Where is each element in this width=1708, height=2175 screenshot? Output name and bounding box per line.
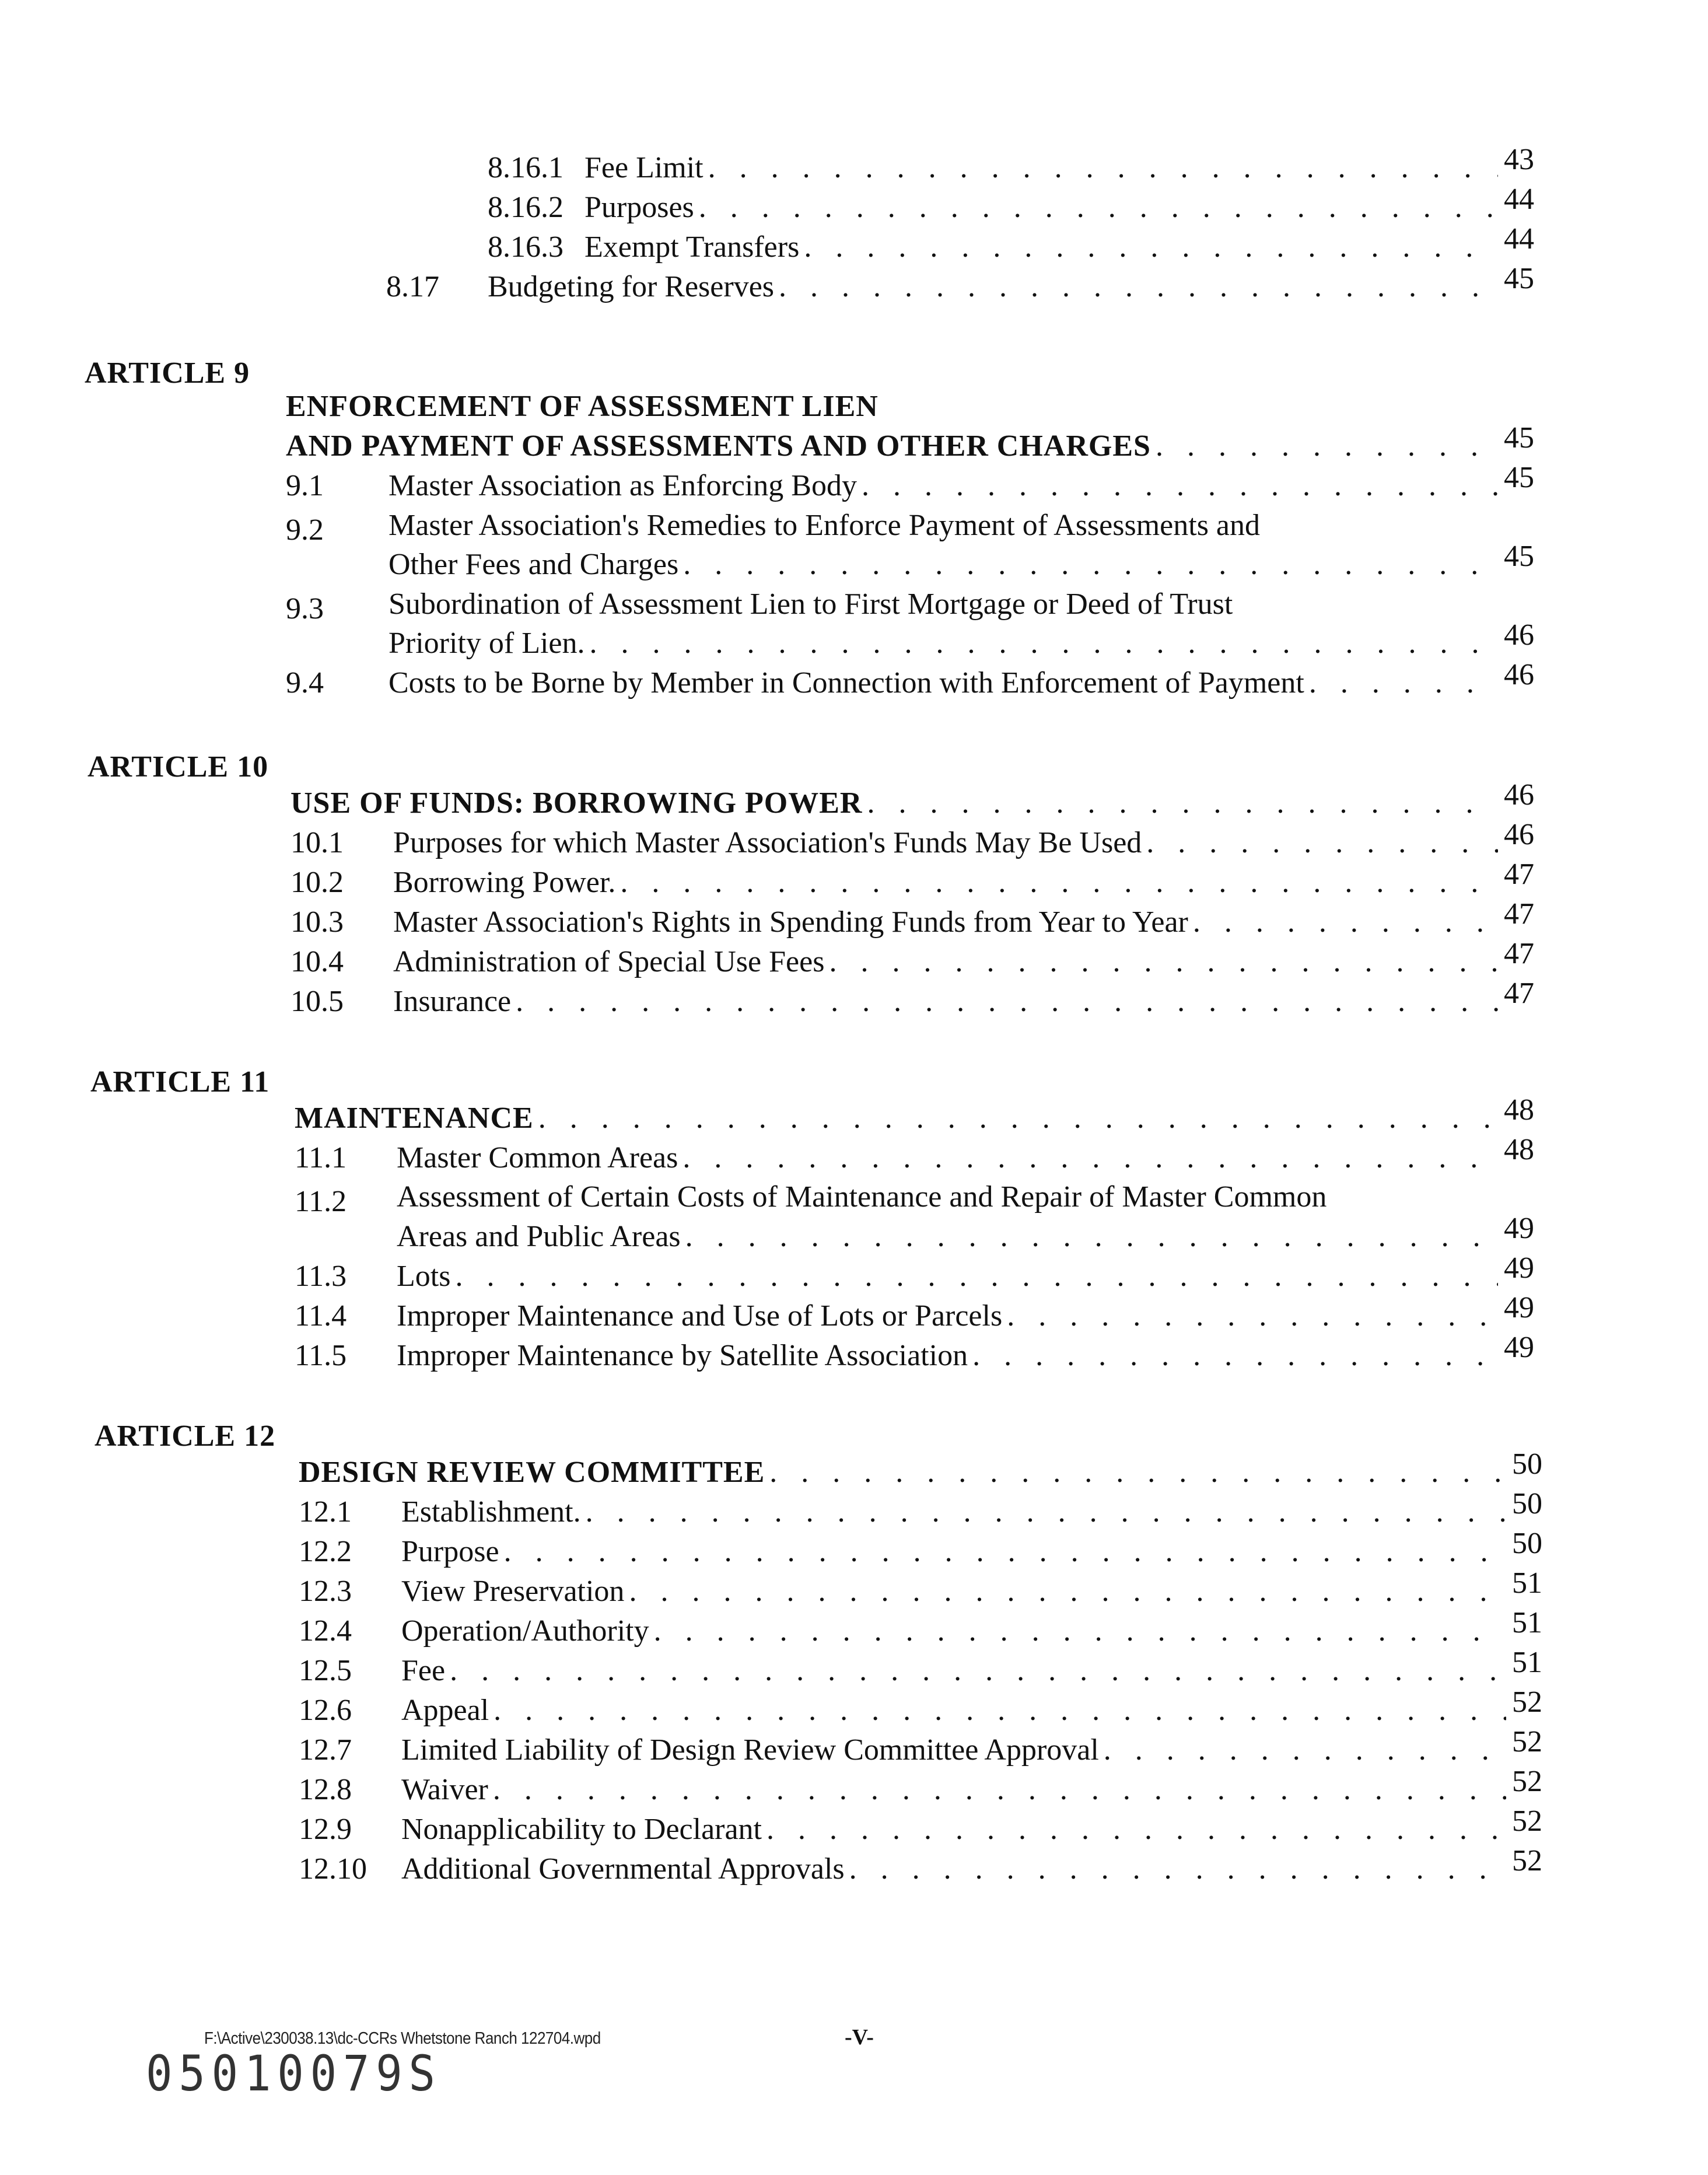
article-label: ARTICLE 10 [88,750,269,784]
section-number: 10.3 [290,905,344,939]
section-number: 9.3 [286,592,324,625]
section-number: 9.1 [286,469,324,502]
toc-entry [0,508,1708,547]
section-number: 11.3 [295,1260,347,1293]
section-number: 8.16.2 [488,191,564,224]
page-number: 45 [1504,262,1534,295]
section-number: 8.17 [386,270,439,303]
section-number: 10.2 [290,866,344,899]
section-title: Priority of Lien. [388,627,585,660]
page-number: 44 [1504,222,1534,256]
section-title: Lots [397,1260,451,1293]
toc-entry [0,222,1708,265]
section-number: 11.1 [295,1141,347,1174]
page-number: 45 [1504,540,1534,573]
section-number: 11.5 [295,1339,347,1372]
section-number: 12.8 [299,1773,352,1806]
article-label: ARTICLE 11 [90,1065,270,1099]
page-number: 47 [1504,977,1534,1010]
article-label: ARTICLE 9 [85,356,250,390]
section-title: Waiver [401,1773,488,1806]
section-title: Subordination of Assessment Lien to First Mortgage or Deed of Trust [388,588,1233,621]
section-title: Appeal [401,1694,489,1727]
toc-entry [0,1487,1708,1530]
page-number: 49 [1504,1331,1534,1364]
toc-entry [0,1291,1708,1334]
page-number: 45 [1504,421,1534,454]
page-number: 51 [1512,1606,1542,1639]
article-heading: MAINTENANCE [295,1102,534,1135]
toc-entry [0,183,1708,225]
section-title: Purposes for which Master Association's Funds May Be Used [393,826,1142,859]
section-title: Purpose [401,1535,499,1568]
toc-entry [0,1844,1708,1887]
toc-entry [0,1527,1708,1569]
toc-entry [0,858,1708,900]
toc-entry [0,1805,1708,1847]
toc-entry [0,1212,1708,1254]
section-number: 12.6 [299,1694,352,1727]
toc-entry [0,540,1708,582]
toc-entry [0,1725,1708,1768]
section-number: 8.16.3 [488,230,564,264]
section-number: 8.16.1 [488,151,564,184]
page-number: 52 [1512,1686,1542,1719]
toc-entry [0,1447,1708,1490]
page-number: 51 [1512,1566,1542,1600]
section-number: 11.4 [295,1299,347,1333]
page-number: 52 [1512,1765,1542,1798]
page-number: 45 [1504,461,1534,494]
section-title: Master Association's Remedies to Enforce Payment of Assessments and [388,509,1261,542]
section-number: 9.2 [286,513,324,547]
section-title: Fee [401,1654,446,1687]
toc-entry [0,897,1708,940]
section-number: 12.4 [299,1614,352,1648]
toc-entry [0,618,1708,661]
toc-entry [0,977,1708,1019]
section-number: 12.10 [299,1852,367,1886]
page-number: 47 [1504,897,1534,931]
toc-entry [0,1686,1708,1728]
toc-entry [0,1606,1708,1649]
section-title: Improper Maintenance by Satellite Association [397,1339,968,1372]
toc-entry [0,1331,1708,1373]
section-title: Budgeting for Reserves [488,270,775,303]
page-number: 44 [1504,183,1534,216]
page-number: 48 [1504,1133,1534,1166]
page-number: 47 [1504,858,1534,891]
toc-entry [0,587,1708,625]
article-heading: AND PAYMENT OF ASSESSMENTS AND OTHER CHARGES [286,429,1151,463]
section-number: 12.9 [299,1813,352,1846]
toc-entry [0,778,1708,821]
page-number: 50 [1512,1487,1542,1520]
section-number: 12.5 [299,1654,352,1687]
toc-entry [0,461,1708,503]
article-heading: ENFORCEMENT OF ASSESSMENT LIEN [286,390,878,423]
toc-entry [0,818,1708,861]
section-number: 12.1 [299,1495,352,1529]
section-title: Other Fees and Charges [388,548,679,581]
section-title: Administration of Special Use Fees [393,945,825,978]
toc-entry [0,1133,1708,1176]
article-heading: DESIGN REVIEW COMMITTEE [299,1456,765,1489]
section-number: 12.7 [299,1733,352,1767]
page-number: 49 [1504,1291,1534,1324]
page-number: 43 [1504,143,1534,176]
toc-entry [0,1093,1708,1136]
section-title: Additional Governmental Approvals [401,1852,845,1886]
section-title: Nonapplicability to Declarant [401,1813,762,1846]
section-title: Master Association's Rights in Spending Funds from Year to Year [393,905,1188,939]
page-number: 52 [1512,1844,1542,1877]
section-title: Operation/Authority [401,1614,649,1648]
section-title: Insurance [393,985,512,1018]
section-title: Master Association as Enforcing Body [388,469,857,502]
toc-entry [0,421,1708,464]
page-number: 50 [1512,1447,1542,1481]
section-title: Limited Liability of Design Review Committee Approval [401,1733,1099,1767]
page-number: 52 [1512,1725,1542,1758]
section-title: Costs to be Borne by Member in Connection with Enforcement of Payment [388,666,1304,700]
section-number: 9.4 [286,666,324,700]
section-number: 10.5 [290,985,344,1018]
section-title: Master Common Areas [397,1141,678,1174]
section-number: 12.3 [299,1575,352,1608]
section-title: Exempt Transfers [584,230,800,264]
section-title: Establishment. [401,1495,581,1529]
toc-entry [0,143,1708,186]
page-number: 49 [1504,1212,1534,1245]
toc-entry [0,1646,1708,1688]
section-number: 11.2 [295,1185,347,1218]
page-number: 46 [1504,658,1534,691]
page-number: 52 [1512,1805,1542,1838]
toc-entry [0,1251,1708,1294]
page-number: 46 [1504,618,1534,652]
article-label: ARTICLE 12 [94,1419,276,1453]
section-number: 10.1 [290,826,344,859]
document-stamp-number: 05010079S [146,2045,442,2102]
page-number: 47 [1504,937,1534,970]
footer-page-number: -V- [845,2025,874,2050]
page-number: 46 [1504,818,1534,851]
page-number: 48 [1504,1093,1534,1127]
section-title: Purposes [584,191,694,224]
section-title: Assessment of Certain Costs of Maintenance and Repair of Master Common [397,1180,1327,1214]
section-title: Areas and Public Areas [397,1220,681,1253]
section-number: 12.2 [299,1535,352,1568]
page-number: 51 [1512,1646,1542,1679]
toc-entry [0,1765,1708,1807]
article-heading: USE OF FUNDS: BORROWING POWER [290,786,863,820]
toc-entry [0,937,1708,980]
section-title: Improper Maintenance and Use of Lots or Parcels [397,1299,1003,1333]
toc-entry [0,658,1708,701]
toc-entry [0,262,1708,305]
toc-entry [0,1180,1708,1218]
page-number: 46 [1504,778,1534,812]
section-number: 10.4 [290,945,344,978]
section-title: Borrowing Power. [393,866,616,899]
page-number: 49 [1504,1251,1534,1285]
page-number: 50 [1512,1527,1542,1560]
toc-entry [0,1566,1708,1609]
footer-file-path: F:\Active\230038.13\dc-CCRs Whetstone Ranch 122704.wpd [204,2028,601,2048]
section-title: View Preservation [401,1575,625,1608]
section-title: Fee Limit [584,151,704,184]
